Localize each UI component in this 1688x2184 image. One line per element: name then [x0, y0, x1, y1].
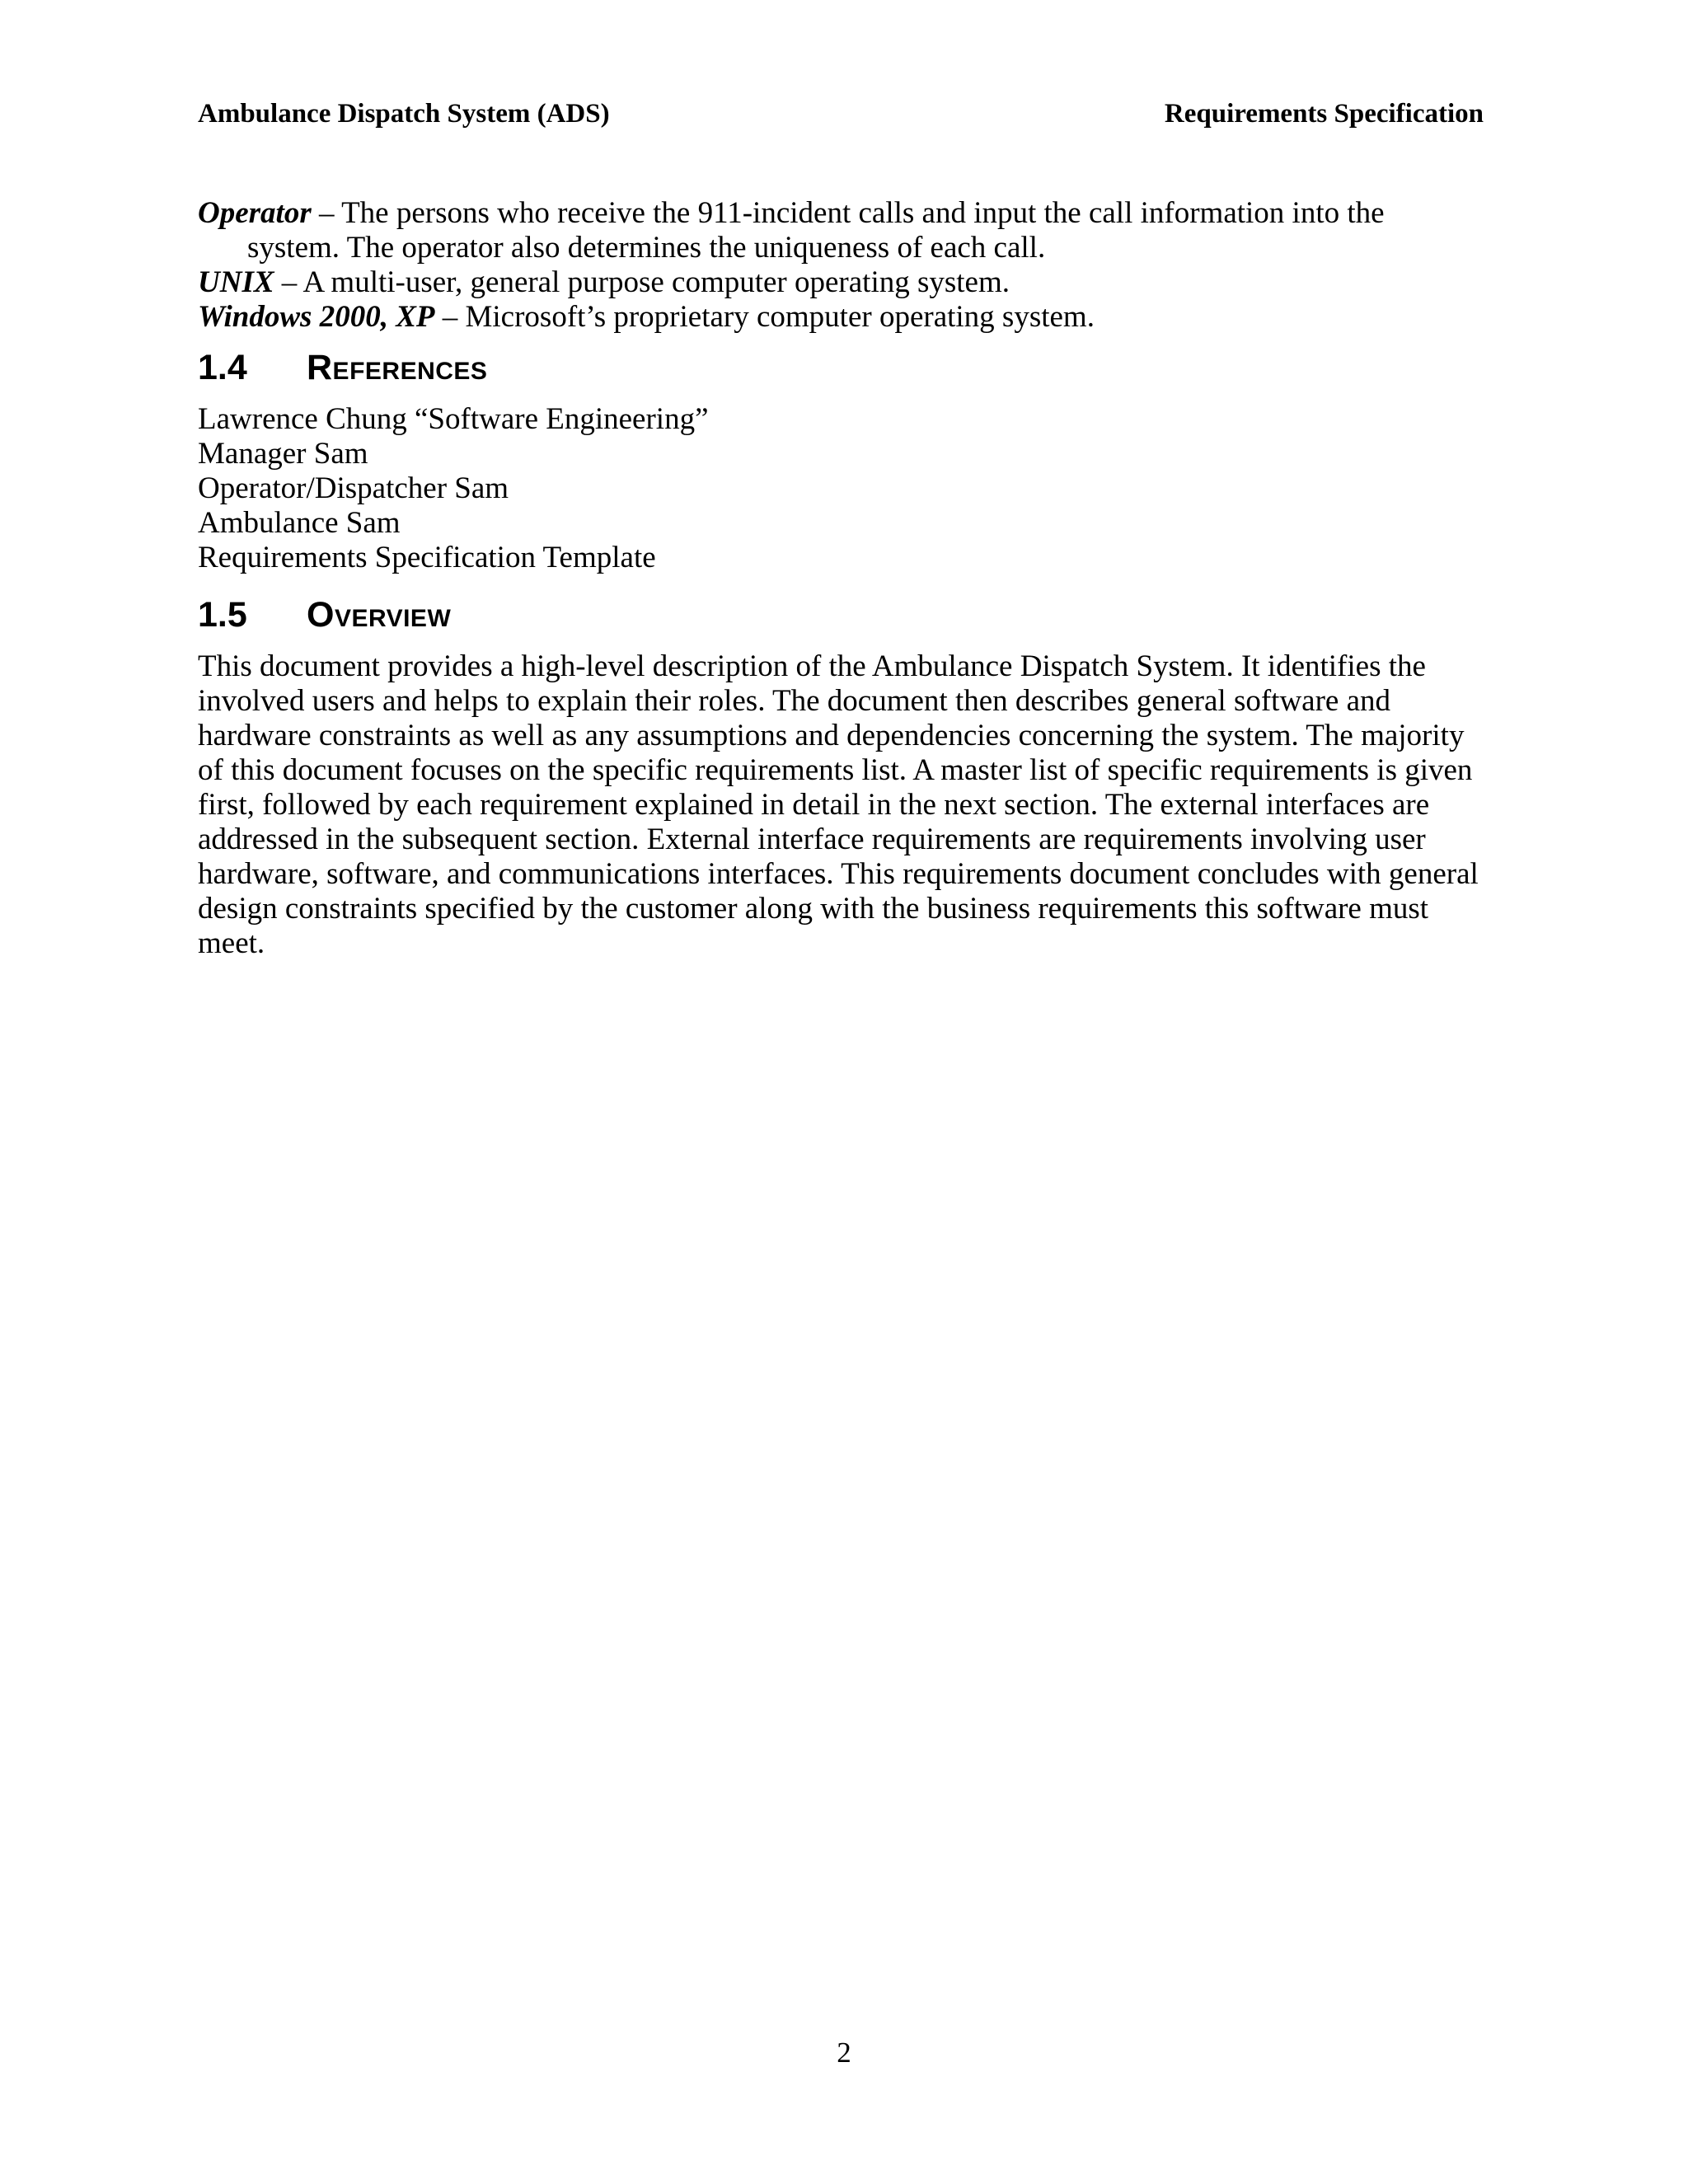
references-heading: [198, 346, 1484, 389]
definition-term: UNIX: [198, 265, 274, 299]
reference-item: Lawrence Chung “Software Engineering”: [198, 402, 709, 436]
section-title: References: [307, 348, 488, 387]
definition-term: Windows 2000, XP: [198, 300, 435, 334]
header-document-type: Requirements Specification: [1164, 99, 1484, 129]
definition-operator: [198, 196, 1484, 265]
definition-text: – The persons who receive the 911-incident calls and input the call information into the system. The operator also determines the uniqueness of each call.: [247, 196, 1385, 265]
overview-paragraph: This document provides a high-level description of the Ambulance Dispatch System. It identifies the involved users and helps to explain their roles. The document then describes general software and hardware constraints as well as any assumptions and dependencies concerning the system. The majority of this document focuses on the specific requirements list. A master list of specific requirements is given first, followed by each requirement explained in detail in the next section. The external interfaces are addressed in the subsequent section. External interface requirements are requirements involving user hardware, software, and communications interfaces. This requirements document concludes with general design constraints specified by the customer along with the business requirements this software must meet.: [198, 649, 1479, 960]
header-document-title: Ambulance Dispatch System (ADS): [198, 99, 610, 129]
section-title: Overview: [307, 595, 452, 635]
definition-text: – A multi-user, general purpose computer operating system.: [274, 265, 1010, 299]
definition-windows: [198, 300, 1484, 335]
page-content: [198, 196, 1484, 961]
running-header: [198, 97, 1484, 130]
reference-item: Operator/Dispatcher Sam: [198, 471, 509, 505]
overview-heading: [198, 593, 1484, 636]
definitions-list: [198, 196, 1484, 335]
reference-item: Manager Sam: [198, 437, 368, 471]
reference-item: Requirements Specification Template: [198, 541, 656, 574]
definition-text: – Microsoft’s proprietary computer operating system.: [434, 300, 1095, 334]
definition-unix: [198, 265, 1484, 300]
section-number: 1.4: [198, 348, 247, 387]
definition-term: Operator: [198, 196, 312, 230]
references-list: [198, 402, 1484, 575]
section-number: 1.5: [198, 595, 247, 635]
page-number: 2: [837, 2036, 851, 2069]
reference-item: Ambulance Sam: [198, 506, 401, 540]
